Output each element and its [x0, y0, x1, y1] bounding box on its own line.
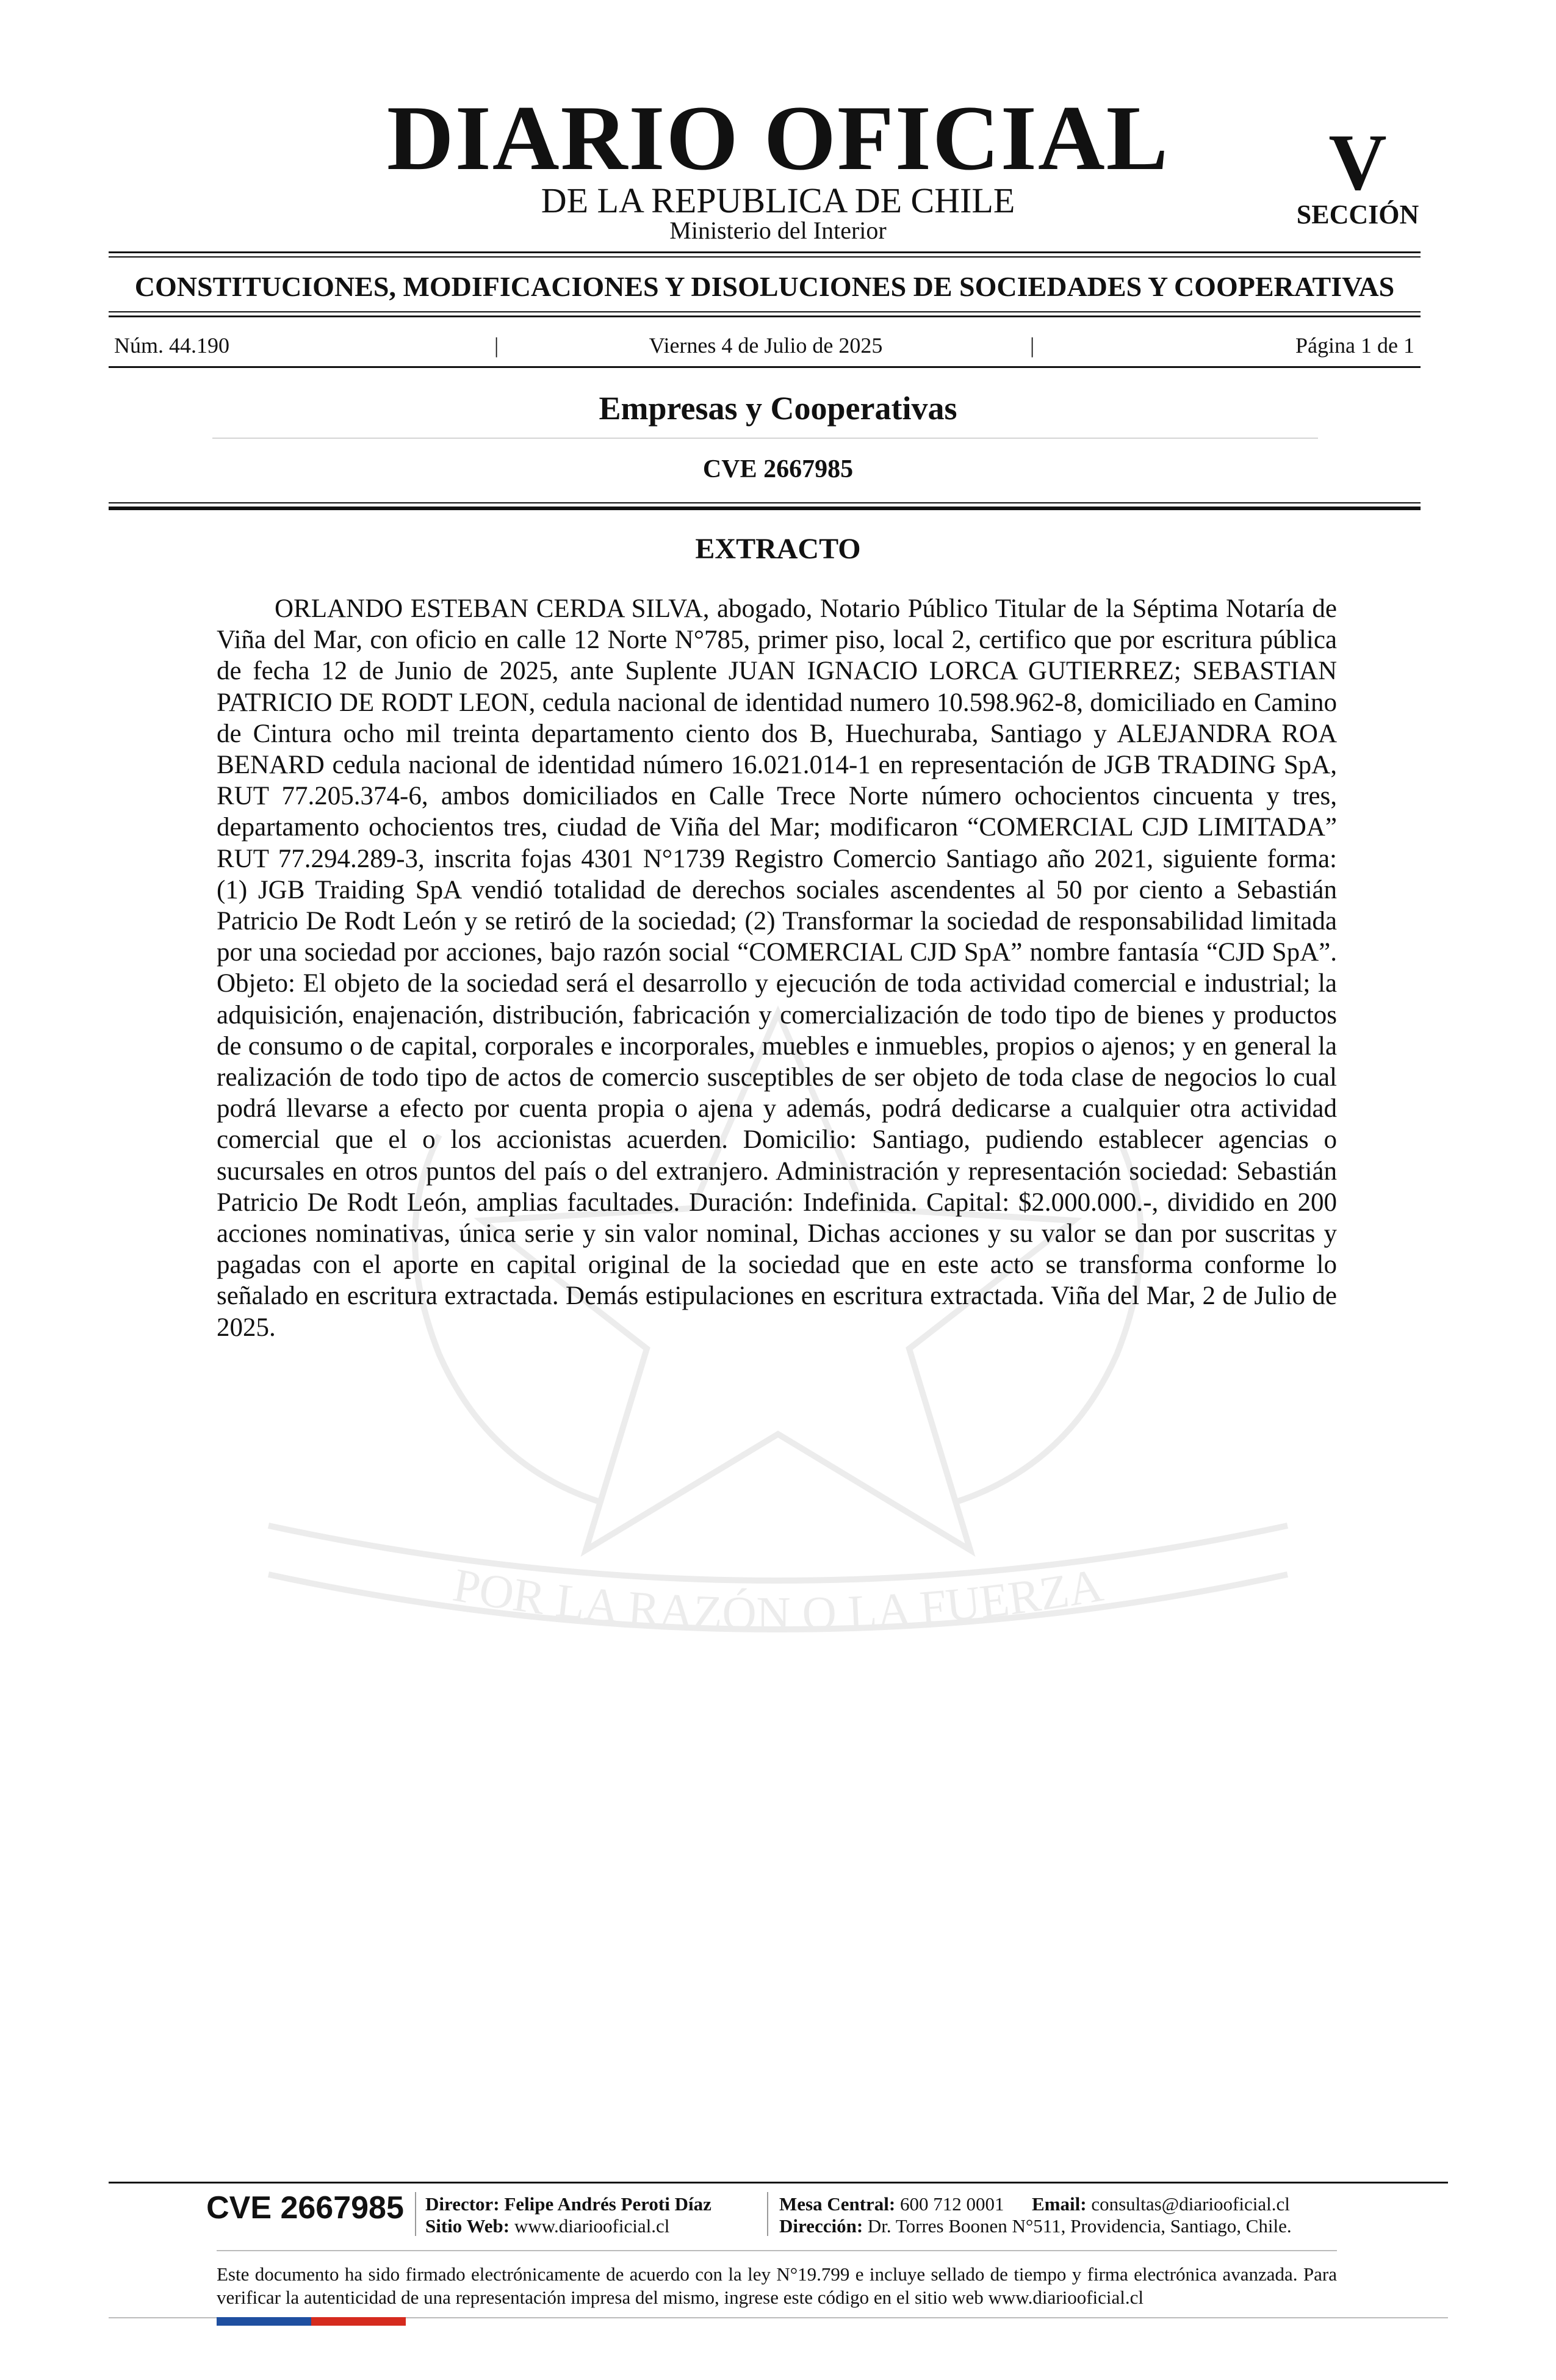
footer-rule — [109, 2182, 1448, 2183]
issue-rule — [109, 366, 1421, 368]
masthead-ministry: Ministerio del Interior — [669, 217, 887, 244]
email-label: Email: — [1032, 2193, 1087, 2215]
masthead-subtitle: DE LA REPUBLICA DE CHILE — [541, 181, 1015, 220]
phone-value: 600 712 0001 — [900, 2193, 1004, 2215]
issue-number: Núm. 44.190 — [114, 333, 229, 358]
flag-stripe-red — [311, 2317, 406, 2326]
footer-divider — [217, 2250, 1337, 2251]
address-label: Dirección: — [779, 2215, 863, 2237]
issue-separator-2: | — [1030, 333, 1035, 358]
watermark-motto: POR LA RAZÓN O LA FUERZA — [449, 1557, 1107, 1640]
banner-rule-b — [109, 316, 1421, 317]
cve-rule-b — [109, 507, 1421, 510]
header-rule-top — [109, 251, 1421, 253]
issue-page: Página 1 de 1 — [1295, 333, 1414, 358]
document-title: EXTRACTO — [695, 533, 861, 565]
issue-date: Viernes 4 de Julio de 2025 — [649, 333, 883, 358]
director-label: Director: — [425, 2193, 500, 2215]
masthead-title: DIARIO OFICIAL — [386, 87, 1170, 189]
footer-contact — [779, 2194, 1353, 2213]
footer-director — [425, 2194, 779, 2213]
banner-rule-a — [109, 311, 1421, 312]
footer-legal-notice: Este documento ha sido firmado electrónicamente de acuerdo con la ley N°19.799 e incluye sellado de tiempo y firma electrónica avanzada. Para verificar la autenticidad de una representación impresa del mismo, ingrese este código en el sitio web www.diariooficial.cl — [217, 2263, 1337, 2308]
section-banner: CONSTITUCIONES, MODIFICACIONES Y DISOLUCIONES DE SOCIEDADES Y COOPERATIVAS — [134, 271, 1395, 302]
footer-separator-1 — [415, 2192, 416, 2236]
footer-website — [425, 2216, 779, 2235]
issue-separator-1: | — [494, 333, 499, 358]
director-name: Felipe Andrés Peroti Díaz — [504, 2193, 711, 2215]
footer-separator-2 — [767, 2192, 768, 2236]
section-word: SECCIÓN — [1296, 200, 1419, 229]
email-link[interactable]: consultas@diariooficial.cl — [1091, 2193, 1290, 2215]
cve-rule-a — [109, 502, 1421, 503]
footer-cve: CVE 2667985 — [206, 2190, 404, 2226]
cve-code: CVE 2667985 — [702, 455, 854, 483]
category-rule — [212, 438, 1318, 439]
footer-address — [779, 2216, 1353, 2235]
flag-stripe-blue — [217, 2317, 311, 2326]
category-title: Empresas y Cooperativas — [599, 390, 957, 427]
document-body: ORLANDO ESTEBAN CERDA SILVA, abogado, Notario Público Titular de la Séptima Notaría de Viña del Mar, con oficio en calle 12 Norte N°785, primer piso, local 2, certifico que por escritura pública de fecha 12 de Junio de 2025, ante Suplente JUAN IGNACIO LORCA GUTIERREZ; SEBASTIAN PATRICIO DE RODT LEON, cedula nacional de identidad numero 10.598.962-8, domiciliado en Camino de Cintura ocho mil treinta departamento ciento dos B, Huechuraba, Santiago y ALEJANDRA ROA BENARD cedula nacional de identidad número 16.021.014-1 en representación de JGB TRADING SpA, RUT 77.205.374-6, ambos domiciliados en Calle Trece Norte número ochocientos cincuenta y tres, departamento ochocientos tres, ciudad de Viña del Mar; modificaron “COMERCIAL CJD LIMITADA” RUT 77.294.289-3, inscrita fojas 4301 N°1739 Registro Comercio Santiago año 2021, siguiente forma: (1) JGB Traiding SpA vendió totalidad de derechos sociales ascendentes al 50 por ciento a Sebastián Patricio De Rodt León y se retiró de la sociedad; (2) Transformar la sociedad de responsabilidad limitada por una sociedad por acciones, bajo razón social “COMERCIAL CJD SpA” nombre fantasía “CJD SpA”. Objeto: El objeto de la sociedad será el desarrollo y ejecución de toda actividad comercial e industrial; la adquisición, enajenación, distribución, fabricación y comercialización de todo tipo de bienes y productos de consumo o de capital, corporales e incorporales, muebles e inmuebles, propios o ajenos; y en general la realización de todo tipo de actos de comercio susceptibles de ser objeto de toda clase de negocios lo cual podrá llevarse a efecto por cuenta propia o ajena y además, podrá dedicarse a cualquier otra actividad comercial que el o los accionistas acuerden. Domicilio: Santiago, pudiendo establecer agencias o sucursales en otros puntos del país o del extranjero. Administración y representación sociedad: Sebastián Patricio De Rodt León, amplias facultades. Duración: Indefinida. Capital: $2.000.000.-, dividido en 200 acciones nominativas, única serie y sin valor nominal, Dichas acciones y su valor se dan por suscritas y pagadas con el aporte en capital original de la sociedad que en este acto se transforma conforme lo señalado en escritura extractada. Demás estipulaciones en escritura extractada. Viña del Mar, 2 de Julio de 2025. — [217, 594, 1337, 1342]
phone-label: Mesa Central: — [779, 2193, 896, 2215]
website-label: Sitio Web: — [425, 2215, 510, 2237]
website-link[interactable]: www.diariooficial.cl — [514, 2215, 670, 2237]
section-letter: V — [1328, 117, 1387, 207]
address-value: Dr. Torres Boonen N°511, Providencia, Santiago, Chile. — [867, 2215, 1292, 2237]
watermark-ribbon — [268, 1526, 1288, 1581]
header-rule-top-inner — [109, 256, 1421, 258]
